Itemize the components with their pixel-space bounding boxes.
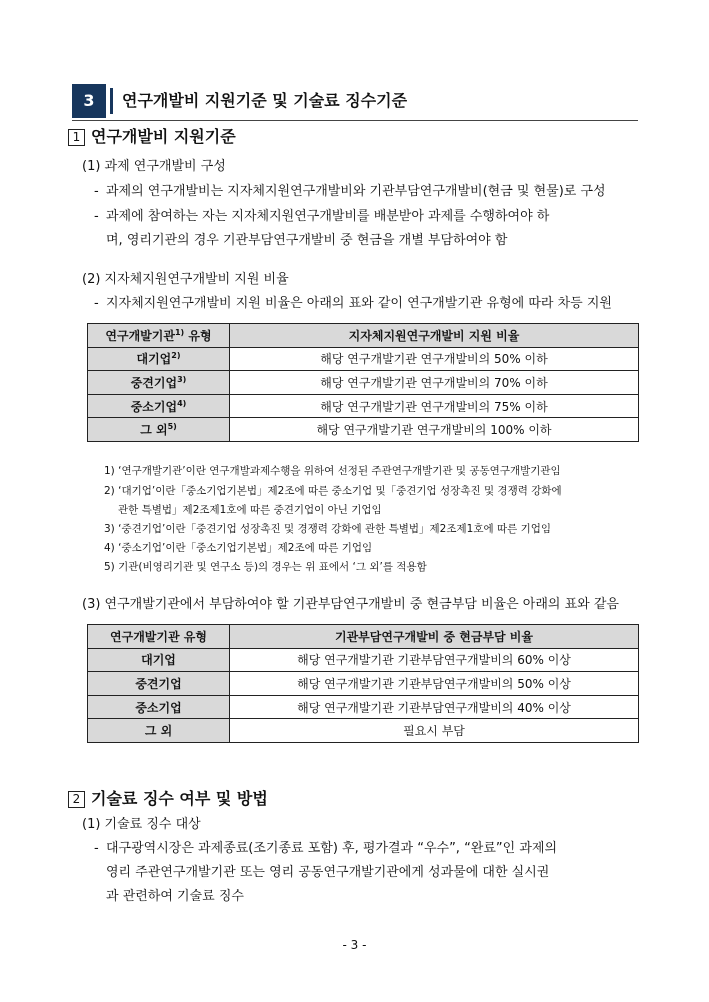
page-number: - 3 - [342, 938, 367, 952]
item2-bullet: - 지자체지원연구개발비 지원 비율은 아래의 표와 같이 연구개발기관 유형에 따라 차등 지원 [94, 296, 612, 311]
part1-heading [68, 126, 236, 148]
item3-title: (3) 연구개발기관에서 부담하여야 할 기관부담연구개발비 중 현금부담 비율은 아래의 표와 같음 [82, 597, 619, 612]
section-number: 3 [72, 84, 106, 118]
footnote-1: 1) ‘연구개발기관’이란 연구개발과제수행을 위하여 선정된 주관연구개발기관 및 공동연구개발기관임 [104, 465, 561, 477]
part2-item1-line-1: - 대구광역시장은 과제종료(조기종료 포함) 후, 평가결과 “우수”, “완료”인 과제의 [94, 841, 558, 856]
section-bar [110, 88, 113, 114]
item1-title: (1) 과제 연구개발비 구성 [82, 159, 226, 174]
table-row: 대기업$^{2)}$ 해당 연구개발기관 연구개발비의 50% 이하 [88, 347, 639, 371]
col-type-header: 연구개발기관$^{1)}$ 유형 [88, 324, 230, 348]
col-ratio-header: 기관부담연구개발비 중 현금부담 비율 [230, 625, 639, 649]
footnote-2: 2) ‘대기업’이란「중소기업기본법」제2조에 따른 중소기업 및「중견기업 성장촉진 및 경쟁력 강화에 [104, 485, 562, 497]
item1-bullet-2-cont: 며, 영리기관의 경우 기관부담연구개발비 중 현금을 개별 부담하여야 함 [106, 233, 508, 248]
part2-heading [68, 788, 268, 810]
support-ratio-table [87, 323, 639, 442]
table-row: 중견기업 해당 연구개발기관 기관부담연구개발비의 50% 이상 [88, 672, 639, 696]
part2-title: 기술료 징수 여부 및 방법 [91, 789, 268, 808]
footnote-4: 4) ‘중소기업’이란「중소기업기본법」제2조에 따른 기업임 [104, 542, 373, 554]
table-row: 중소기업 해당 연구개발기관 기관부담연구개발비의 40% 이상 [88, 695, 639, 719]
item1-bullet-2: - 과제에 참여하는 자는 지자체지원연구개발비를 배분받아 과제를 수행하여야 하 [94, 209, 550, 224]
item1-bullet-1: - 과제의 연구개발비는 지자체지원연구개발비와 기관부담연구개발비(현금 및 현물)로 구성 [94, 184, 606, 199]
table-header-row [88, 625, 639, 649]
table-row: 그 외 필요시 부담 [88, 719, 639, 743]
part1-box: 1 [68, 129, 85, 146]
footnote-5: 5) 기관(비영리기관 및 연구소 등)의 경우는 위 표에서 ‘그 외’를 적용함 [104, 561, 427, 573]
table-row: 중견기업$^{3)}$ 해당 연구개발기관 연구개발비의 70% 이하 [88, 371, 639, 395]
section-title: 연구개발비 지원기준 및 기술료 징수기준 [122, 91, 408, 110]
footnote-3: 3) ‘중견기업’이란「중견기업 성장촉진 및 경쟁력 강화에 관한 특별법」제2조제1호에 따른 기업임 [104, 523, 551, 535]
table-row: 대기업 해당 연구개발기관 기관부담연구개발비의 60% 이상 [88, 648, 639, 672]
part2-box: 2 [68, 791, 85, 808]
section-rule [72, 120, 638, 121]
table-row: 그 외$^{5)}$ 해당 연구개발기관 연구개발비의 100% 이하 [88, 418, 639, 442]
col-ratio-header: 지자체지원연구개발비 지원 비율 [230, 324, 639, 348]
cash-ratio-table [87, 624, 639, 743]
table-row: 중소기업$^{4)}$ 해당 연구개발기관 연구개발비의 75% 이하 [88, 394, 639, 418]
footnote-2-cont: 관한 특별법」제2조제1호에 따른 중견기업이 아닌 기업임 [118, 504, 382, 516]
col-type-header: 연구개발기관 유형 [88, 625, 230, 649]
item2-title: (2) 지자체지원연구개발비 지원 비율 [82, 272, 289, 287]
part2-item1-title: (1) 기술료 징수 대상 [82, 817, 201, 832]
part2-item1-line-2: 영리 주관연구개발기관 또는 영리 공동연구개발기관에게 성과물에 대한 실시권 [106, 865, 550, 880]
part1-title: 연구개발비 지원기준 [91, 127, 236, 146]
table-header-row [88, 324, 639, 348]
section-header [72, 84, 638, 118]
part2-item1-line-3: 과 관련하여 기술료 징수 [106, 889, 244, 904]
